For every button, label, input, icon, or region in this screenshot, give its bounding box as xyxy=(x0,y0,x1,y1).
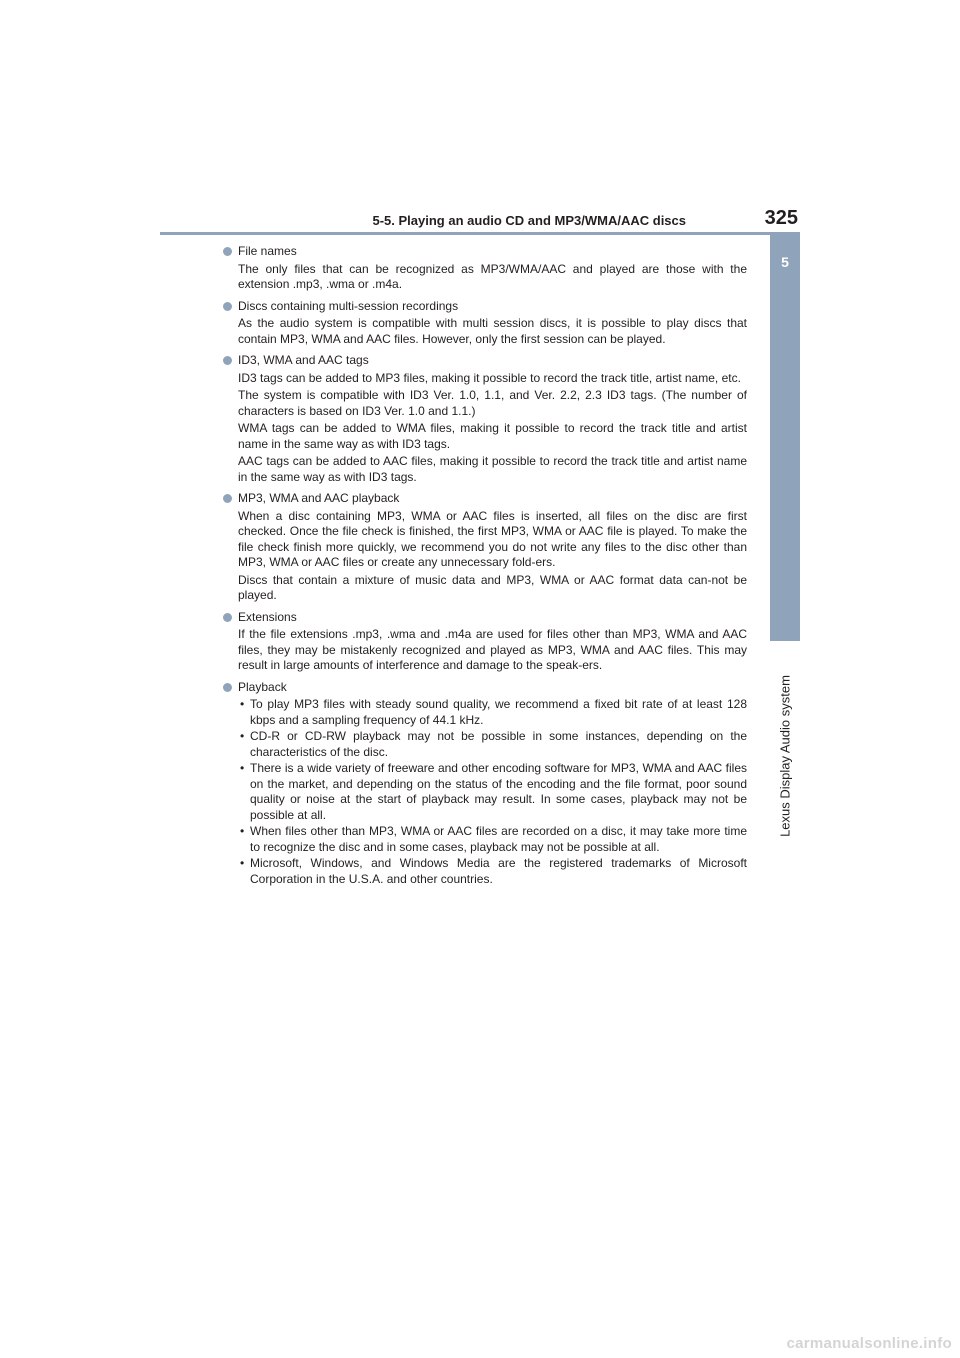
chapter-number: 5 xyxy=(781,254,789,270)
list-item-text: There is a wide variety of freeware and other encoding software for MP3, WMA and AAC files on the market, and depending on the status of the encoding and the file format, poor sound quality or noise at the start of playback may result. In some cases, playback may not be possible at all. xyxy=(250,761,747,822)
paragraph: ID3 tags can be added to MP3 files, making it possible to record the track title, artist name, etc. xyxy=(238,370,741,385)
list-item-text: Microsoft, Windows, and Windows Media are the registered trademarks of Microsoft Corporation in the U.S.A. and other countries. xyxy=(250,856,747,886)
section-extensions xyxy=(222,610,747,674)
list-item-text: To play MP3 files with steady sound quality, we recommend a fixed bit rate of at least 128 kbps and a sampling frequency of 44.1 kHz. xyxy=(250,697,747,727)
section-heading xyxy=(222,353,747,369)
bullet-icon xyxy=(223,302,232,311)
list-item xyxy=(238,729,747,760)
list-item xyxy=(238,761,747,823)
page-content xyxy=(222,244,747,893)
section-tags xyxy=(222,353,747,485)
section-heading xyxy=(222,491,747,507)
paragraph: The only files that can be recognized as MP3/WMA/AAC and played are those with the extension .mp3, .wma or .m4a. xyxy=(238,261,747,291)
section-title: 5-5. Playing an audio CD and MP3/WMA/AAC discs xyxy=(372,213,686,228)
playback-list xyxy=(238,697,747,887)
bullet-icon xyxy=(223,356,232,365)
list-item xyxy=(238,856,747,887)
paragraph: The system is compatible with ID3 Ver. 1.0, 1.1, and Ver. 2.2, 2.3 ID3 tags. (The number of characters is based on ID3 Ver. 1.0 and 1.1.) xyxy=(238,388,747,418)
paragraph: WMA tags can be added to WMA files, making it possible to record the track title and artist name in the same way as with ID3 tags. xyxy=(238,421,747,451)
section-heading xyxy=(222,680,747,696)
bullet-icon xyxy=(223,613,232,622)
list-bullet: • xyxy=(240,761,245,775)
section-playback xyxy=(222,680,747,888)
heading-text: Discs containing multi-session recordings xyxy=(238,298,459,313)
chapter-label-wrap xyxy=(770,641,800,871)
heading-text: ID3, WMA and AAC tags xyxy=(238,353,369,367)
chapter-tab xyxy=(770,234,800,641)
bullet-icon xyxy=(223,683,232,692)
paragraph: AAC tags can be added to AAC files, making it possible to record the track title and artist name in the same way as with ID3 tags. xyxy=(238,454,747,484)
paragraph: As the audio system is compatible with multi session discs, it is possible to play discs that contain MP3, WMA and AAC files. However, only the first session can be played. xyxy=(238,316,747,346)
paragraph: Discs that contain a mixture of music data and MP3, WMA or AAC format data can-not be played. xyxy=(238,572,747,602)
heading-text: Playback xyxy=(238,679,287,694)
paragraph: If the file extensions .mp3, .wma and .m4a are used for files other than MP3, WMA and AAC files, they may be mistakenly recognized and played as MP3, WMA and AAC files. This may result in large amounts of interference and damage to the speak-ers. xyxy=(238,627,747,672)
list-bullet: • xyxy=(240,697,245,711)
section-multi-session xyxy=(222,299,747,348)
watermark: carmanualsonline.info xyxy=(786,1335,952,1352)
section-file-names xyxy=(222,244,747,293)
section-playback-mp3 xyxy=(222,491,747,604)
chapter-label: Lexus Display Audio system xyxy=(777,675,793,837)
heading-text: Extensions xyxy=(238,609,297,624)
page-header xyxy=(160,207,800,235)
list-bullet: • xyxy=(240,824,245,838)
list-item-text: When files other than MP3, WMA or AAC files are recorded on a disc, it may take more time to recognize the disc and in some cases, playback may not be possible at all. xyxy=(250,824,747,854)
section-heading xyxy=(222,299,747,315)
list-item xyxy=(238,697,747,728)
list-item xyxy=(238,824,747,855)
page-number: 325 xyxy=(764,207,798,229)
heading-text: MP3, WMA and AAC playback xyxy=(238,491,400,505)
heading-text: File names xyxy=(238,244,297,258)
section-heading xyxy=(222,610,747,626)
section-heading xyxy=(222,244,747,260)
list-bullet: • xyxy=(240,729,245,743)
bullet-icon xyxy=(223,494,232,503)
list-item-text: CD-R or CD-RW playback may not be possible in some instances, depending on the characteristics of the disc. xyxy=(250,729,747,759)
list-bullet: • xyxy=(240,856,245,870)
paragraph: When a disc containing MP3, WMA or AAC files is inserted, all files on the disc are first checked. Once the file check is finished, the first MP3, WMA or AAC file is played. To make the file check finish more quickly, we recommend you do not write any files to the disc other than MP3, WMA or AAC files or create any unnecessary fold-ers. xyxy=(238,508,747,569)
bullet-icon xyxy=(223,247,232,256)
